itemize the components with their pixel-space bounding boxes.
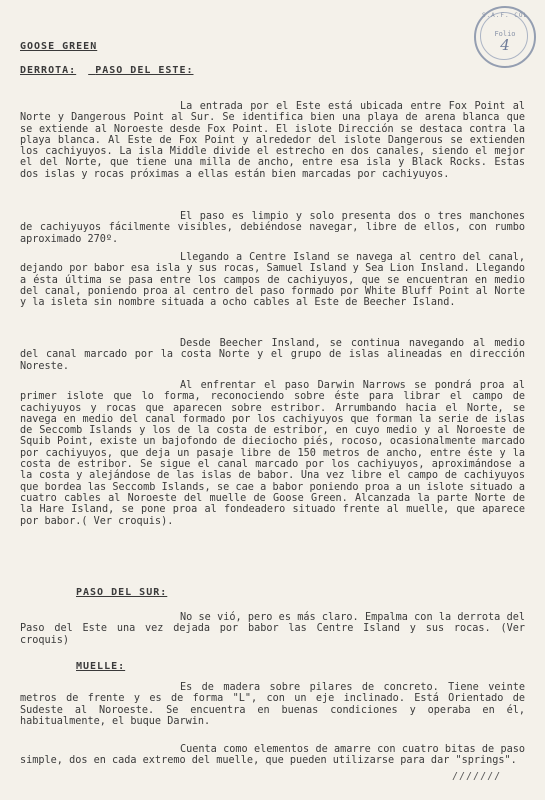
tally-marks: /////// bbox=[452, 771, 502, 782]
section-derrota: DERROTA: bbox=[20, 65, 77, 76]
paragraph-darwin-narrows: Al enfrentar el paso Darwin Narrows se pondrá proa al primer islote que lo forma, reconociendo sobre éste para librar el campo de cachiyuyos y rocas que aparecen sobre estribor. Arrumbando hacia el Norte, se navega en medio del canal formado por los cachiyuyos que forman la serie de islas de Seccomb Islands y los de la costa de estribor, en cuyo medio y al Noroeste de Squib Point, existe un bajofondo de dieciocho piés, rocoso, ocasionalmente marcado por cachiyuyos, que deja un pasaje libre de 150 metros de ancho, entre éste y la costa de estribor. Se sigue el canal marcado por los cachiyuyos, aproximándose a la costa y alejándose de las islas de babor. Una vez libre el campo de cachiyuyos que bordea las Seccomb Islands, se cae a babor poniendo proa a un islote situado a cuatro cables al Noroeste del muelle de Goose Green. Alcanzada la parte Norte de la Hare Island, se pone proa al fondeadero situado frente al muelle, que aparece por babor.( Ver croquis). bbox=[20, 380, 525, 527]
section-muelle: MUELLE: bbox=[76, 661, 126, 672]
paragraph-centre-island: Llegando a Centre Island se navega al centro del canal, dejando por babor esa isla y sus rocas, Samuel Island y Sea Lion Insland. Llegando a ésta última se pasa entre los campos de cachiyuyos, que se encuentran en medio del canal, poniendo proa al centro del paso formado por White Bluff Point al Norte y la isleta sin nombre situada a ocho cables al Este de Beecher Island. bbox=[20, 252, 525, 309]
paragraph-entrada: La entrada por el Este está ubicada entre Fox Point al Norte y Dangerous Point al Sur. Se identifica bien una playa de arena blanca que se extiende al Noroeste desde Fox Point. El islote Dirección se destaca contra la playa blanca. Al Este de Fox Point y alrededor del islote Dangerous se extienden los cachiyuyos. La isla Middle divide el estrecho en dos canales, siendo el mejor el del Norte, que tiene una milla de ancho, entre esa isla y Black Rocks. Estas dos islas y rocas próximas a ellas están bien marcadas por cachiyuyos. bbox=[20, 101, 525, 180]
subsection-paso-del-este: PASO DEL ESTE: bbox=[95, 65, 194, 76]
document-title: GOOSE GREEN bbox=[20, 41, 98, 52]
paragraph-paso-del-sur: No se vió, pero es más claro. Empalma con la derrota del Paso del Este una vez dejada por babor las Centre Island y sus rocas. (Ver croquis) bbox=[20, 612, 525, 646]
archive-stamp bbox=[474, 6, 536, 68]
stamp-label: Folio bbox=[494, 30, 516, 38]
paragraph-amarre: Cuenta como elementos de amarre con cuatro bitas de paso simple, dos en cada extremo del muelle, que pueden utilizarse para dar "springs". bbox=[20, 744, 525, 767]
paragraph-beecher-island: Desde Beecher Insland, se continua navegando al medio del canal marcado por la costa Norte y el grupo de islas alineadas en dirección Noreste. bbox=[20, 338, 525, 372]
paragraph-muelle: Es de madera sobre pilares de concreto. Tiene veinte metros de frente y es de forma "L", con un eje inclinado. Está Orientado de Sudeste al Noroeste. Se encuentra en buenas condiciones y operaba en él, habitualmente, el buque Darwin. bbox=[20, 682, 525, 727]
section-heading-row bbox=[20, 65, 206, 76]
stamp-ring-text: S.A.F. COL bbox=[481, 12, 529, 19]
stamp-folio-number: 4 bbox=[500, 36, 510, 54]
section-paso-del-sur: PASO DEL SUR: bbox=[76, 587, 168, 598]
paragraph-paso-limpio: El paso es limpio y solo presenta dos o tres manchones de cachiyuyos fácilmente visibles, debiéndose navegar, libre de ellos, con rumbo aproximado 270º. bbox=[20, 211, 525, 245]
